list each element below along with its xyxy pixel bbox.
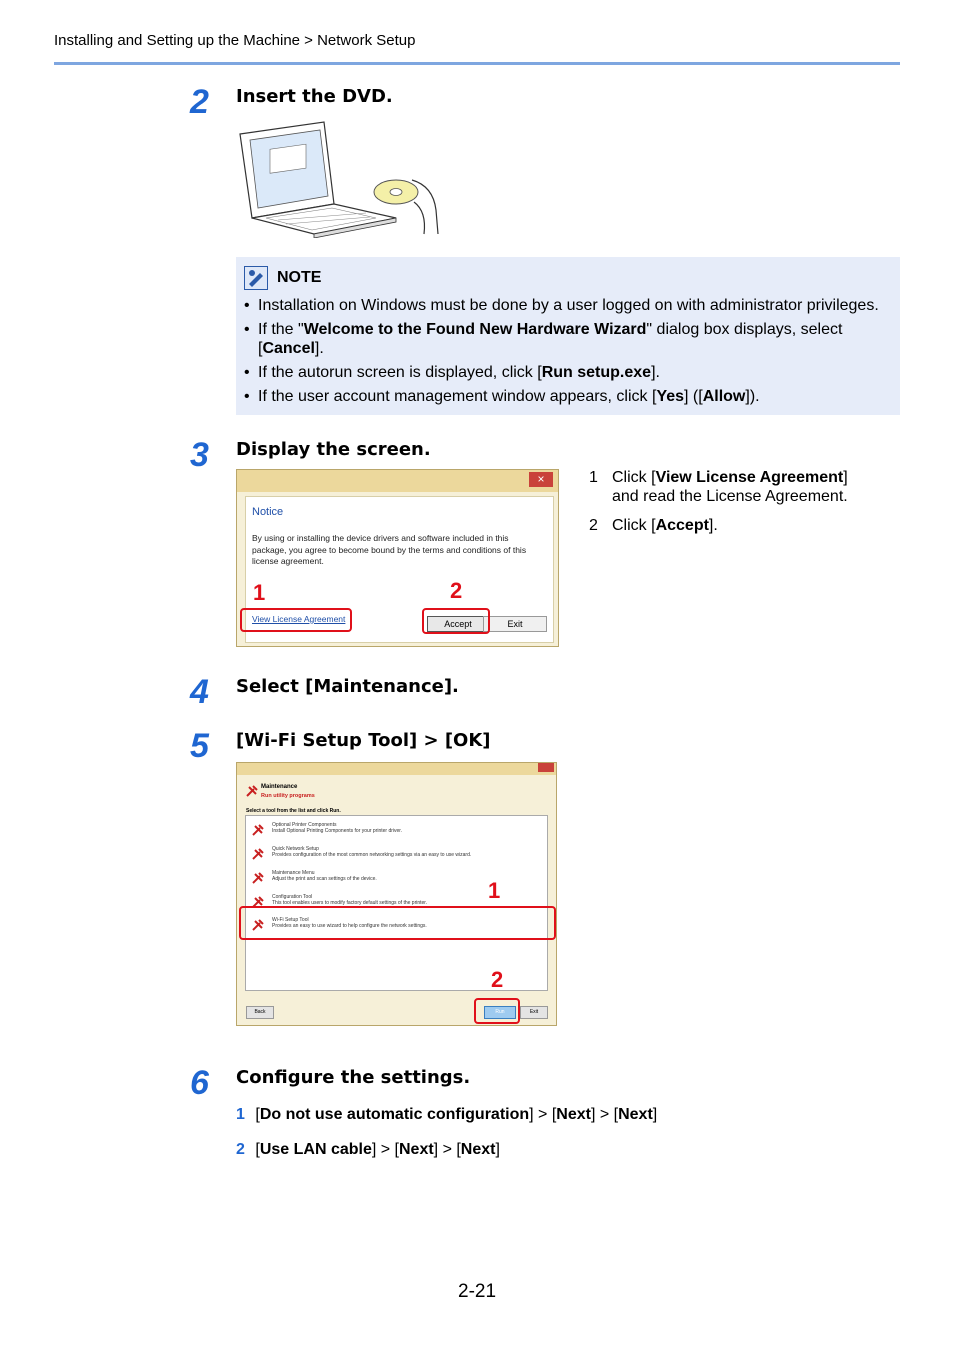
substep-text: ] [495,1141,500,1158]
tool-desc: Install Optional Printing Components for your printer driver. [272,828,403,834]
step-title-5: [Wi-Fi Setup Tool] > [OK] [236,730,491,751]
laptop-icon [240,122,396,238]
substep-text: and read the License Agreement. [612,488,848,505]
step-number-3: 3 [190,436,209,474]
step6-substep-2 [236,1141,500,1159]
substep-text: ] [652,1106,658,1123]
tool-desc: This tool enables users to modify factory default settings of the printer. [272,900,428,906]
note-bold: Allow [702,388,746,405]
step-title-3: Display the screen. [236,439,431,460]
note-text: If the user account management window appears, click [ [258,388,657,405]
note-bold: Yes [656,388,685,405]
note-item-1-text: Installation on Windows must be done by a user logged on with administrator privileges. [258,297,879,314]
exit-button[interactable]: Exit [520,1006,548,1019]
substep-text: ]. [708,517,718,534]
header-rule [54,62,900,65]
tools-icon [252,872,264,884]
back-button[interactable]: Back [246,1006,274,1019]
substep-bold: Accept [655,517,709,534]
note-item-1 [244,296,894,315]
close-button[interactable] [538,763,554,772]
view-license-link[interactable]: View License Agreement [252,614,346,624]
substep-text: ] > [ [433,1141,461,1158]
step-number-6: 6 [190,1064,209,1102]
substep-text: [ [255,1106,260,1123]
notice-body: By using or installing the device drivers and software included in this package, you agree to become bound by the terms and conditions of this license agreement. [252,533,527,566]
step-title-2: Insert the DVD. [236,86,393,107]
tool-name: Wi-Fi Setup Tool [272,917,309,923]
substep-text: Click [ [612,469,656,486]
substep-bold: Next [556,1106,591,1123]
bullet: • [244,321,250,338]
note-text: ]. [651,364,660,381]
callout-number-1: 1 [488,878,501,903]
step-number-4: 4 [190,673,209,711]
notice-heading: Notice [252,506,284,518]
substep-bold: Next [618,1106,653,1123]
substep-text: ] > [ [529,1106,557,1123]
note-text: [ [258,340,263,357]
bullet: • [244,364,250,381]
note-text: ]. [314,340,324,357]
note-text: If the autorun screen is displayed, click [ [258,364,542,381]
tool-name: Quick Network Setup [272,846,319,852]
maint-subtitle: Run utility programs [261,793,315,799]
substep-bold: Next [398,1141,434,1158]
notice-titlebar [237,470,558,492]
callout-box-1 [239,906,556,940]
note-text: ] ([ [684,388,703,405]
tool-desc: Provides an easy to use wizard to help configure the network settings. [272,923,427,929]
breadcrumb: Installing and Setting up the Machine > Network Setup [54,32,416,49]
note-bold: Cancel [262,340,315,357]
substep-bold: Do not use automatic configuration [259,1106,530,1123]
substep-number: 1 [589,469,598,486]
step-title-6: Configure the settings. [236,1067,471,1088]
callout-number-2: 2 [450,578,463,603]
substep-bold: Next [460,1141,496,1158]
note-text: ]). [745,388,760,405]
accept-button[interactable]: Accept [427,616,489,632]
step-number-5: 5 [190,727,209,765]
step-number-2: 2 [190,83,209,121]
close-button[interactable]: × [529,472,553,487]
exit-button[interactable]: Exit [483,616,547,632]
step3-substep-2 [589,516,889,535]
note-title: NOTE [277,269,322,286]
tool-name: Optional Printer Components [272,822,337,828]
note-bold: Welcome to the Found New Hardware Wizard [303,321,647,338]
tool-name: Maintenance Menu [272,870,315,876]
tools-icon [246,785,258,797]
substep-text: ] [843,469,848,486]
note-bold: Run setup.exe [541,364,652,381]
maintenance-dialog-screenshot [236,762,557,1026]
callout-number-2: 2 [491,967,504,992]
callout-number-1: 1 [253,580,266,605]
substep-text: Click [ [612,517,656,534]
run-button[interactable]: Run [484,1006,516,1019]
note-item-3 [244,363,894,382]
maint-instruction: Select a tool from the list and click Run. [246,808,341,814]
callout-box-1 [240,608,352,632]
maint-titlebar [237,763,556,775]
note-text: If the " [258,321,304,338]
note-icon [244,266,268,290]
step6-substep-1 [236,1106,657,1124]
bullet: • [244,388,250,405]
step-title-4: Select [Maintenance]. [236,676,459,697]
note-item-2 [244,320,894,358]
tool-name: Configuration Tool [272,894,313,900]
maint-title: Maintenance [261,784,298,790]
substep-number: 2 [236,1141,245,1158]
substep-text: [ [255,1141,260,1158]
tool-desc: Adjust the print and scan settings of the device. [272,876,377,882]
substep-text: ] > [ [590,1106,619,1123]
step3-substep-1 [589,468,889,506]
tool-desc: Provides configuration of the most common networking settings via an easy to use wizard. [272,852,472,858]
note-item-4 [244,387,894,406]
callout-box-2 [422,608,490,634]
tools-icon [252,848,264,860]
substep-number: 2 [589,517,598,534]
page-number: 2-21 [458,1281,497,1302]
bullet: • [244,297,250,314]
substep-bold: Use LAN cable [259,1141,372,1158]
callout-box-2 [474,998,520,1024]
note-text: " dialog box displays, select [646,321,843,338]
substep-number: 1 [236,1106,245,1123]
tools-icon [252,824,264,836]
laptop-dvd-illustration [236,118,446,238]
substep-bold: View License Agreement [655,469,844,486]
substep-text: ] > [ [371,1141,399,1158]
tool-list[interactable] [245,815,548,991]
dvd-icon [374,180,418,204]
notice-dialog-screenshot [236,469,559,647]
note-box [236,257,900,415]
